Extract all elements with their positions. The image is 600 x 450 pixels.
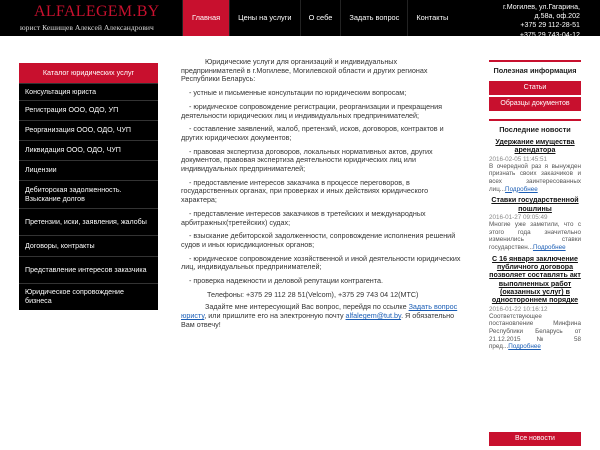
articles-button[interactable]: Статьи (489, 81, 581, 95)
nav-contacts[interactable]: Контакты (407, 0, 456, 36)
service-item: - представление интересов заказчиков в третейских и международных арбитражных(третейских) судах; (181, 208, 426, 227)
news-title[interactable]: С 16 января заключение публичного договора позволяет составлять акт выполненных работ (оказанных услуг) в одностороннем порядке (489, 254, 581, 305)
news-title[interactable]: Удержание имущества арендатора (495, 138, 575, 155)
nav-prices[interactable]: Цены на услуги (229, 0, 299, 36)
news-excerpt (489, 163, 581, 194)
email-link[interactable]: alfalegem@tut.by (345, 311, 402, 321)
services-catalog (19, 63, 158, 310)
right-column (489, 60, 581, 354)
phone-2[interactable]: +375 29 743-04-12 (519, 30, 580, 39)
phone-1[interactable]: +375 29 112-28-51 (520, 21, 580, 30)
outro-text-3: . Я обязательно Вам отвечу! (181, 311, 455, 329)
logo[interactable] (20, 2, 180, 36)
service-item: - взыскание дебиторской задолженности, сопровождение исполнения решений судов и иных юрисдикционных органов; (181, 231, 456, 249)
catalog-item-claims[interactable]: Претензии, иски, заявления, жалобы (19, 208, 158, 235)
news-excerpt-text: Многие уже заметили, что с этого года значительно изменились ставки государствен... (489, 221, 581, 252)
all-news-button[interactable]: Все новости (489, 432, 581, 446)
nav-about[interactable]: О себе (300, 0, 341, 36)
catalog-item-consultation[interactable]: Консультация юриста (19, 83, 158, 100)
news-excerpt-text: В очередной раз я вынужден признать своих заказчиков и всех заинтересованных лиц... (489, 162, 581, 193)
ask-lawyer-link[interactable]: Задать вопрос юристу (181, 302, 458, 321)
news-more-link[interactable]: Подробнее (532, 244, 566, 252)
news-excerpt-text: Соответствующее постановление Минфина Республики Беларусь от 21.12.2015 № 58 пред... (489, 312, 581, 351)
service-item: - юридическое сопровождение регистрации, реорганизации и прекращения деятельности юридических лиц и индивидуальных предпринимателей; (181, 101, 443, 120)
outro-text-1: Задайте мне интересующий Вас вопрос, перейдя по ссылке (205, 302, 407, 312)
outro-text-2: , или пришлите его на электронную почту (204, 311, 344, 321)
catalog-title: Каталог юридических услуг (19, 63, 158, 83)
news-date: 2016-02-05 11:45:51 (489, 155, 548, 163)
news-date: 2016-01-22 10:16:12 (489, 305, 548, 313)
catalog-item-contracts[interactable]: Договоры, контракты (19, 235, 158, 256)
address-line-2: д.58а, оф.202 (534, 12, 580, 21)
address-line-1: г.Могилев, ул.Гагарина, (503, 3, 580, 11)
service-item: - проверка надежности и деловой репутации контрагента. (189, 276, 383, 286)
service-item: - правовая экспертиза договоров, локальных нормативных актов, других документов, правовая экспертиза деятельности юридических лиц или индивидуальных предпринимателей; (181, 146, 433, 174)
nav-home[interactable]: Главная (182, 0, 229, 36)
intro-paragraph: Юридические услуги для организаций и индивидуальных предпринимателей в г.Могилеве, Могилевской области и других регионах Республики Беларусь: (181, 57, 428, 84)
logo-subtitle: юрист Кешищев Алексей Александрович (20, 23, 154, 32)
news-excerpt (489, 313, 581, 352)
news-more-link[interactable]: Подробнее (505, 185, 538, 193)
news-date: 2016-01-27 09:05:49 (489, 214, 548, 221)
news-item (489, 255, 581, 351)
header-contacts (503, 3, 580, 40)
main-content (181, 58, 462, 335)
service-item: - составление заявлений, жалоб, претензий, исков, договоров, контрактов и других юридических документов; (181, 124, 444, 142)
catalog-item-debts[interactable]: Дебиторская задолженность. Взыскание долгов (19, 180, 158, 208)
useful-info-title: Полезная информация (489, 60, 581, 79)
catalog-item-liquidation[interactable]: Ликвидация ООО, ОДО, ЧУП (19, 140, 158, 160)
news-title[interactable]: Ставки государственной пошлины (491, 196, 579, 213)
site-header (0, 0, 600, 39)
news-item (489, 138, 581, 193)
latest-news-title: Последние новости (489, 119, 581, 138)
news-item (489, 196, 581, 251)
service-item: - юридическое сопровождение хозяйственной и иной деятельности юридических лиц, индивидуальных предпринимателей; (181, 253, 461, 272)
catalog-item-representation[interactable]: Представление интересов заказчика (19, 256, 158, 283)
main-nav (182, 0, 456, 36)
nav-ask[interactable]: Задать вопрос (340, 0, 407, 36)
news-excerpt (489, 221, 581, 252)
catalog-item-licenses[interactable]: Лицензии (19, 160, 158, 180)
outro-paragraph (181, 303, 462, 329)
service-item: - предоставление интересов заказчика в процессе переговоров, в государственных органах, при проверках и иных действиях юридического характера; (181, 177, 429, 205)
catalog-item-business-support[interactable]: Юридическое сопровождение бизнеса (19, 283, 158, 310)
news-more-link[interactable]: Подробнее (508, 343, 541, 351)
catalog-item-reorganization[interactable]: Реорганизация ООО, ОДО, ЧУП (19, 120, 158, 140)
service-item: - устные и письменные консультации по юридическим вопросам; (189, 88, 407, 98)
document-samples-button[interactable]: Образцы документов (489, 97, 581, 111)
phones-line: Телефоны: +375 29 112 28 51(Velcom), +375 29 743 04 12(МТС) (207, 289, 419, 299)
catalog-item-registration[interactable]: Регистрация ООО, ОДО, УП (19, 100, 158, 120)
logo-title[interactable]: ALFALEGEM.BY (34, 3, 160, 20)
